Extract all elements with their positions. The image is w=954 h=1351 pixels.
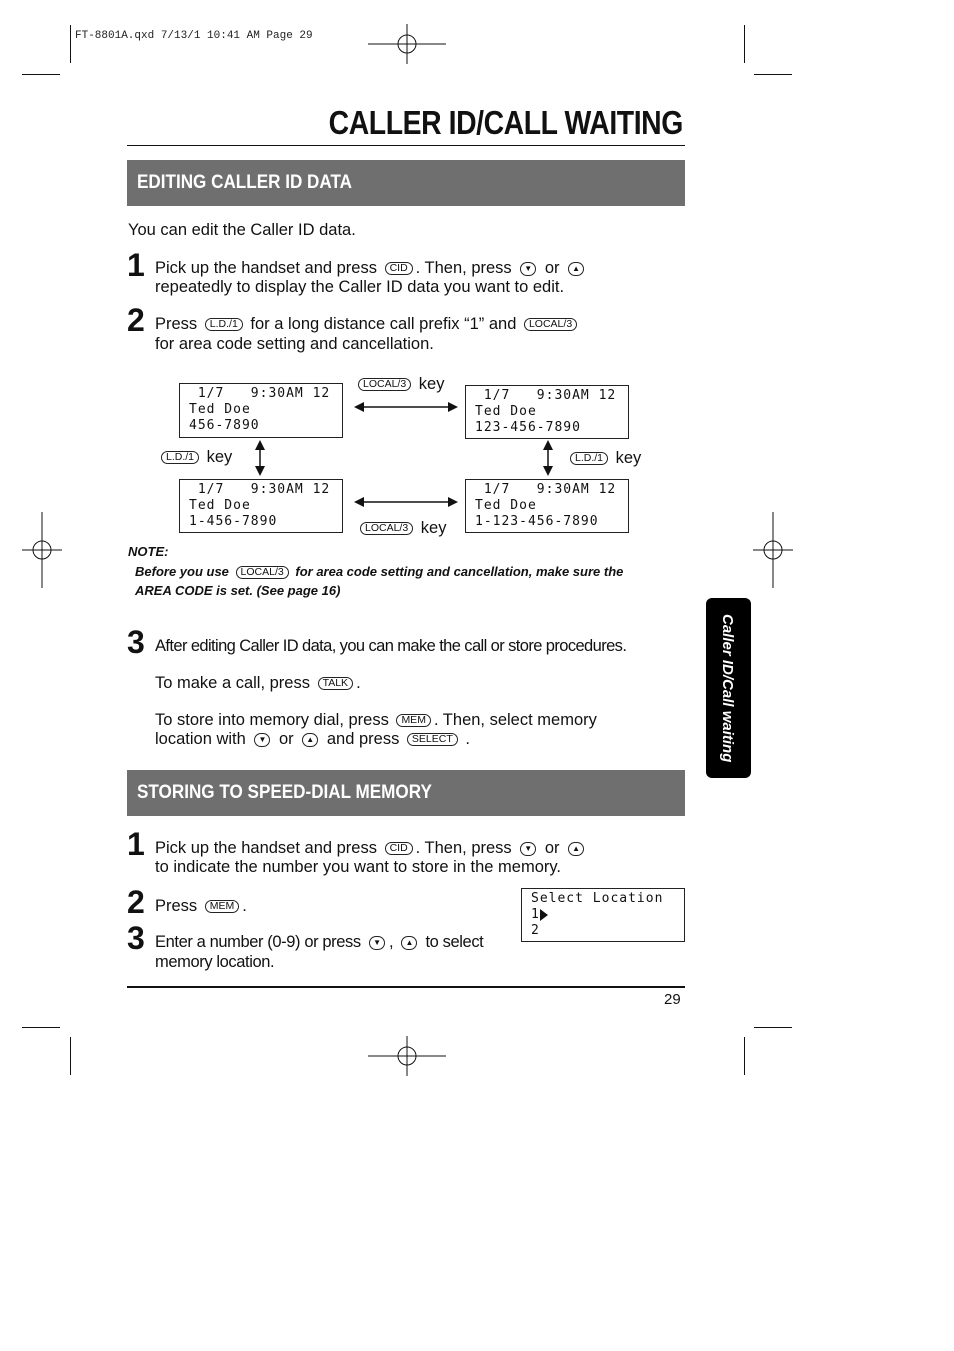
crop-mark [70, 1037, 71, 1075]
step-number: 1 [127, 826, 145, 862]
section-heading-editing: EDITING CALLER ID DATA [127, 160, 685, 206]
crop-mark [70, 25, 71, 63]
lcd-display-top-right: 1/7 9:30AM 12 Ted Doe 123-456-7890 [465, 385, 629, 439]
local-key-icon: LOCAL/3 [360, 522, 413, 535]
crop-mark [22, 1027, 60, 1028]
store-text-line2: location with ▼ or ▲ and press SELECT . [155, 730, 470, 748]
diagram-label-local-bottom: LOCAL/3 key [357, 519, 446, 539]
local-key-icon: LOCAL/3 [236, 566, 289, 579]
talk-key-icon: TALK [318, 677, 353, 690]
note-line1: Before you use LOCAL/3 for area code setting and cancellation, make sure the [135, 564, 624, 579]
make-call-text: To make a call, press TALK . [155, 674, 361, 692]
step-number: 3 [127, 624, 145, 660]
registration-mark-icon [368, 24, 446, 64]
vertical-double-arrow-icon [541, 440, 555, 476]
lcd-line: 1 [531, 907, 675, 923]
diagram-label-ld-right: L.D./1 key [567, 449, 641, 469]
diagram-label-local-top: LOCAL/3 key [355, 375, 444, 395]
registration-mark-icon [753, 512, 793, 588]
cid-key-icon: CID [385, 262, 413, 275]
local-key-icon: LOCAL/3 [358, 378, 411, 391]
step3-text: After editing Caller ID data, you can make the call or store procedures. [155, 637, 627, 655]
step-number: 3 [127, 920, 145, 956]
intro-text: You can edit the Caller ID data. [128, 221, 356, 239]
mem-key-icon: MEM [205, 900, 240, 913]
cursor-arrow-icon [540, 909, 548, 921]
up-arrow-key-icon: ▲ [401, 936, 417, 950]
crop-mark [754, 1027, 792, 1028]
crop-mark [22, 74, 60, 75]
step1-line1: Pick up the handset and press CID . Then, press ▼ or ▲ [155, 259, 588, 279]
print-header: FT-8801A.qxd 7/13/1 10:41 AM Page 29 [75, 30, 313, 42]
note-line2: AREA CODE is set. (See page 16) [135, 583, 341, 598]
down-arrow-key-icon: ▼ [369, 936, 385, 950]
diagram-label-ld-left: L.D./1 key [158, 448, 232, 468]
vertical-double-arrow-icon [253, 440, 267, 476]
bottom-rule [127, 986, 685, 988]
cid-key-icon: CID [385, 842, 413, 855]
crop-mark [744, 25, 745, 63]
up-arrow-key-icon: ▲ [568, 262, 584, 276]
registration-mark-icon [368, 1036, 446, 1076]
s2-step3-line2: memory location. [155, 953, 275, 971]
store-text-line1: To store into memory dial, press MEM . Then, select memory [155, 711, 597, 729]
s2-step1-line1: Pick up the handset and press CID . Then, press ▼ or ▲ [155, 839, 588, 859]
step2-line1: Press L.D./1 for a long distance call prefix “1” and LOCAL/3 [155, 315, 580, 335]
section-heading-speed-dial: STORING TO SPEED-DIAL MEMORY [127, 770, 685, 816]
step1-line2: repeatedly to display the Caller ID data you want to edit. [155, 278, 565, 296]
lcd-line: 2 [531, 923, 540, 938]
crop-mark [754, 74, 792, 75]
lcd-display-select-location [521, 888, 685, 942]
local-key-icon: LOCAL/3 [524, 318, 577, 331]
step-number: 2 [127, 302, 145, 338]
registration-mark-icon [22, 512, 62, 588]
ld-key-icon: L.D./1 [205, 318, 243, 331]
side-tab-label: Caller ID/Call waiting [719, 614, 736, 763]
step-number: 1 [127, 247, 145, 283]
lcd-display-top-left: 1/7 9:30AM 12 Ted Doe 456-7890 [179, 383, 343, 438]
double-arrow-icon [354, 495, 458, 509]
lcd-display-bottom-left: 1/7 9:30AM 12 Ted Doe 1-456-7890 [179, 479, 343, 533]
double-arrow-icon [354, 400, 458, 414]
step2-line2: for area code setting and cancellation. [155, 335, 434, 353]
page-title: CALLER ID/CALL WAITING [328, 104, 683, 141]
select-key-icon: SELECT [407, 733, 458, 746]
s2-step1-line2: to indicate the number you want to store in the memory. [155, 858, 561, 876]
up-arrow-key-icon: ▲ [568, 842, 584, 856]
ld-key-icon: L.D./1 [570, 452, 608, 465]
title-rule [127, 145, 685, 146]
lcd-display-bottom-right: 1/7 9:30AM 12 Ted Doe 1-123-456-7890 [465, 479, 629, 533]
down-arrow-key-icon: ▼ [520, 842, 536, 856]
step-number: 2 [127, 884, 145, 920]
down-arrow-key-icon: ▼ [520, 262, 536, 276]
lcd-line: Select Location [531, 891, 664, 906]
crop-mark [744, 1037, 745, 1075]
up-arrow-key-icon: ▲ [302, 733, 318, 747]
s2-step2-line: Press MEM . [155, 897, 247, 915]
side-tab [706, 598, 751, 778]
mem-key-icon: MEM [396, 714, 431, 727]
s2-step3-line1: Enter a number (0-9) or press ▼ , ▲ to select [155, 933, 484, 951]
down-arrow-key-icon: ▼ [254, 733, 270, 747]
note-label: NOTE: [128, 544, 169, 559]
ld-key-icon: L.D./1 [161, 451, 199, 464]
page-number: 29 [664, 991, 681, 1008]
